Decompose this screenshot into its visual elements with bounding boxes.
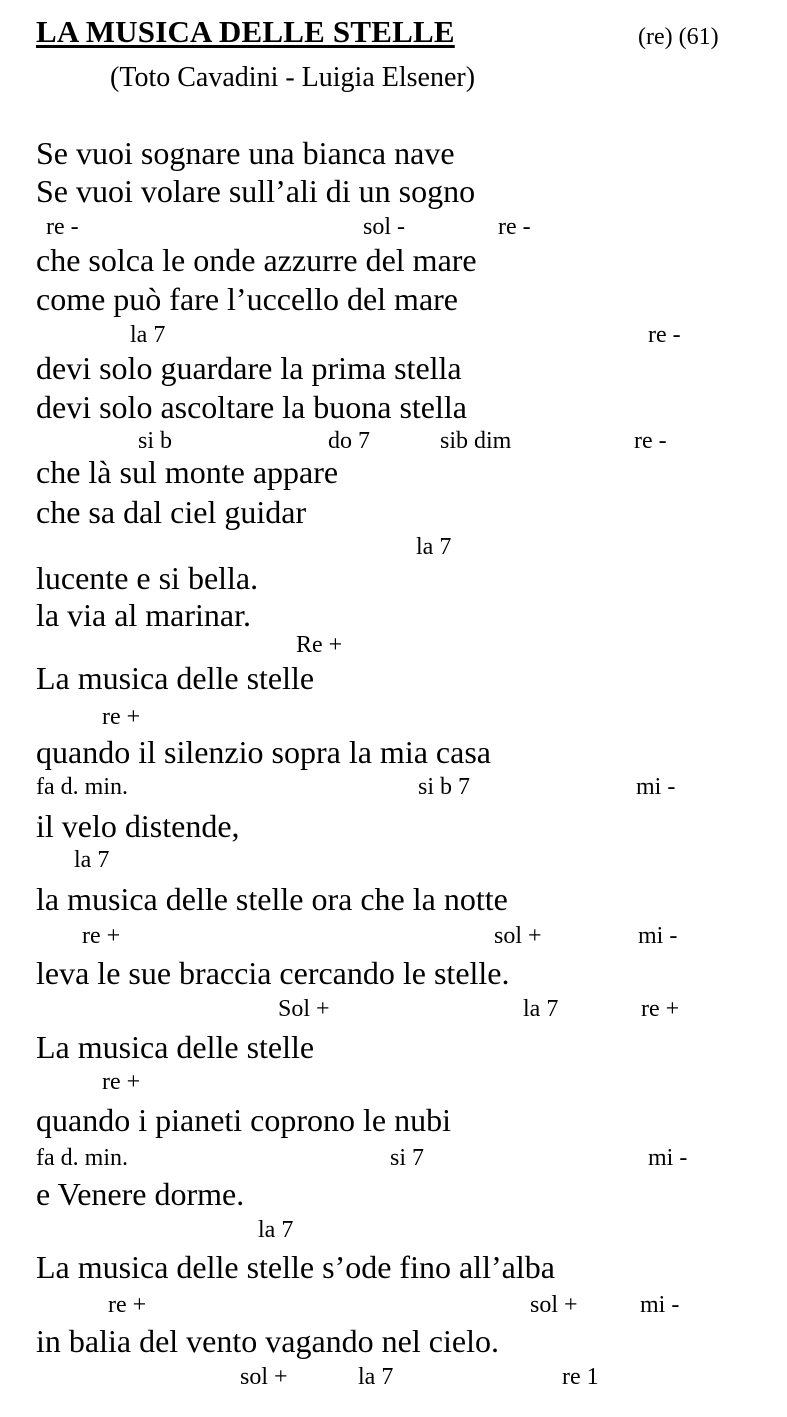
lyric-line: leva le sue braccia cercando le stelle. <box>36 955 510 991</box>
lyric-line: quando i pianeti coprono le nubi <box>36 1102 452 1138</box>
chord-label: re + <box>102 1069 141 1095</box>
chord-label: mi - <box>640 1292 680 1318</box>
lyric-line: che là sul monte appare <box>36 454 339 490</box>
chord-label: mi - <box>648 1145 688 1171</box>
chord-label: sol + <box>494 923 542 949</box>
chord-label: fa d. min. <box>36 774 128 800</box>
chord-label: sib dim <box>440 428 512 454</box>
chord-label: re - <box>498 214 531 240</box>
chord-label: sol + <box>530 1292 578 1318</box>
chord-label: re - <box>634 428 667 454</box>
song-title: LA MUSICA DELLE STELLE <box>36 14 455 49</box>
chord-label: re 1 <box>562 1364 599 1390</box>
lyric-line: che sa dal ciel guidar <box>36 494 307 530</box>
chord-label: re + <box>82 923 121 949</box>
chord-label: Re + <box>296 632 343 658</box>
chord-label: re + <box>641 996 680 1022</box>
lyric-line: che solca le onde azzurre del mare <box>36 242 477 278</box>
chord-label: la 7 <box>74 847 110 873</box>
lyric-line: la via al marinar. <box>36 597 252 633</box>
lyric-line: La musica delle stelle s’ode fino all’alba <box>36 1249 555 1285</box>
chord-label: la 7 <box>358 1364 394 1390</box>
lyric-line: in balia del vento vagando nel cielo. <box>36 1323 499 1359</box>
lyric-line: il velo distende, <box>36 808 240 844</box>
lyric-line: lucente e si bella. <box>36 560 259 596</box>
chord-label: re + <box>102 704 141 730</box>
chord-label: Sol + <box>278 996 330 1022</box>
lyric-line: Se vuoi sognare una bianca nave <box>36 135 455 171</box>
chord-label: fa d. min. <box>36 1145 128 1171</box>
chord-label: la 7 <box>416 534 452 560</box>
lyric-line: come può fare l’uccello del mare <box>36 281 458 317</box>
chord-label: la 7 <box>130 322 166 348</box>
lyric-line: La musica delle stelle <box>36 660 315 696</box>
lyric-line: la musica delle stelle ora che la notte <box>36 881 508 917</box>
lyric-line: quando il silenzio sopra la mia casa <box>36 734 491 770</box>
authors: (Toto Cavadini - Luigia Elsener) <box>110 62 476 93</box>
chord-label: do 7 <box>328 428 370 454</box>
chord-label: si 7 <box>390 1145 425 1171</box>
key-and-number: (re) (61) <box>638 24 719 50</box>
lyric-line: Se vuoi volare sull’ali di un sogno <box>36 173 476 209</box>
chord-label: si b <box>138 428 173 454</box>
chord-label: sol + <box>240 1364 288 1390</box>
chord-label: si b 7 <box>418 774 471 800</box>
chord-label: la 7 <box>523 996 559 1022</box>
lyric-line: La musica delle stelle <box>36 1029 315 1065</box>
lyric-line: devi solo guardare la prima stella <box>36 350 462 386</box>
chord-label: re - <box>648 322 681 348</box>
chord-label: re - <box>46 214 79 240</box>
lyric-line: devi solo ascoltare la buona stella <box>36 389 467 425</box>
chord-label: mi - <box>638 923 678 949</box>
lyric-line: e Venere dorme. <box>36 1176 245 1212</box>
chord-label: la 7 <box>258 1217 294 1243</box>
chord-label: sol - <box>363 214 405 240</box>
chord-label: re + <box>108 1292 147 1318</box>
chord-label: mi - <box>636 774 676 800</box>
